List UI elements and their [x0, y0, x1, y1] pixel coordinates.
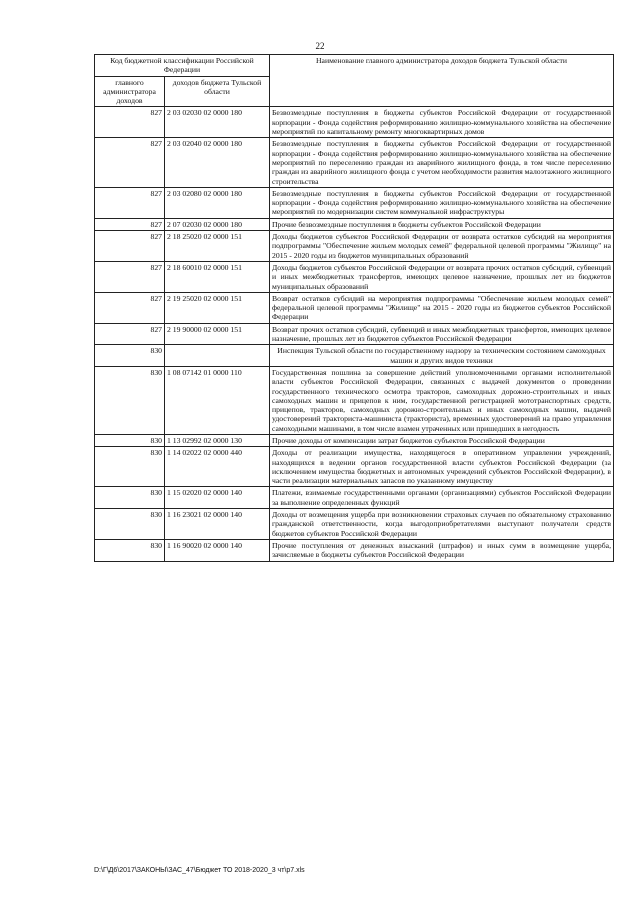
- table-row: [95, 434, 614, 446]
- admin-code-cell: 830: [95, 434, 165, 446]
- income-name-cell: Платежи, взимаемые государственными органами (организациями) субъектов Российской Федерации за выполнение определенных функций: [270, 487, 614, 509]
- income-name-cell: Прочие поступления от денежных взысканий (штрафов) и иных сумм в возмещение ущерба, зачисляемые в бюджеты субъектов Российской Федерации: [270, 539, 614, 561]
- table-row: [95, 487, 614, 509]
- table-row: [95, 323, 614, 345]
- department-row: [95, 345, 614, 367]
- income-name-cell: Прочие безвозмездные поступления в бюджеты субъектов Российской Федерации: [270, 218, 614, 230]
- empty-code-cell: [165, 345, 270, 367]
- income-code-cell: 2 03 02040 02 0000 180: [165, 138, 270, 187]
- table-row: [95, 366, 614, 434]
- admin-code-cell: 827: [95, 323, 165, 345]
- income-code-cell: 2 18 25020 02 0000 151: [165, 231, 270, 262]
- admin-code-cell: 827: [95, 187, 165, 218]
- page-number: 22: [315, 41, 325, 51]
- income-code-cell: 2 03 02080 02 0000 180: [165, 187, 270, 218]
- income-name-cell: Государственная пошлина за совершение действий уполномоченными органами исполнительной власти субъектов Российской Федерации, связанных с выдачей документов о проведении государственного технического осмотра тракторов, самоходных дорожно-строительных и иных самоходных машин и прицепов к ним, государственной регистрацией мототранспортных средств, прицепов, тракторов, самоходных дорожно-строительных и иных самоходных машин, выдачей удостоверений тракториста-машиниста (тракториста), временных удостоверений на право управления самоходными машинами, в том числе взамен утраченных или пришедших в негодность: [270, 366, 614, 434]
- table-row: [95, 107, 614, 138]
- income-name-cell: Возврат остатков субсидий на мероприятия подпрограммы "Обеспечение жильем молодых семей" федеральной целевой программы "Жилище" на 2015 - 2020 годы из бюджетов субъектов Российской Федерации: [270, 292, 614, 323]
- table-row: [95, 187, 614, 218]
- income-name-cell: Доходы от возмещения ущерба при возникновении страховых случаев по обязательному страхованию гражданской ответственности, когда выгодоприобретателями выступают получатели средств бюджетов субъектов Российской Федерации: [270, 509, 614, 540]
- admin-code-cell: 827: [95, 218, 165, 230]
- admin-code-cell: 827: [95, 107, 165, 138]
- table-header-row: [95, 55, 614, 77]
- name-column-header: Наименование главного администратора доходов бюджета Тульской области: [270, 55, 614, 107]
- file-path-footer: D:\Г\Д6\2017\ЗАКОНЫ\ЗАС_47\Бюджет ТО 2018-2020_3 чт\р7.xls: [94, 867, 305, 874]
- income-code-cell: 2 19 25020 02 0000 151: [165, 292, 270, 323]
- income-name-cell: Доходы бюджетов субъектов Российской Федерации от возврата прочих остатков субсидий, субвенций и иных межбюджетных трансфертов, имеющих целевое назначение, прошлых лет из бюджетов муниципальных образований: [270, 261, 614, 292]
- income-name-cell: Прочие доходы от компенсации затрат бюджетов субъектов Российской Федерации: [270, 434, 614, 446]
- income-name-cell: Безвозмездные поступления в бюджеты субъектов Российской Федерации от государственной корпорации - Фонда содействия реформированию жилищно-коммунального хозяйства на обеспечение мероприятий по капитальному ремонту многоквартирных домов: [270, 107, 614, 138]
- admin-code-cell: 830: [95, 447, 165, 487]
- table-row: [95, 292, 614, 323]
- table-row: [95, 138, 614, 187]
- table-row: [95, 539, 614, 561]
- admin-code-cell: 830: [95, 487, 165, 509]
- income-column-header: доходов бюджета Тульской области: [165, 76, 270, 107]
- income-code-cell: 2 07 02030 02 0000 180: [165, 218, 270, 230]
- income-code-cell: 1 14 02022 02 0000 440: [165, 447, 270, 487]
- admin-code-cell: 830: [95, 366, 165, 434]
- admin-code-cell: 827: [95, 292, 165, 323]
- admin-code-cell: 827: [95, 231, 165, 262]
- table-row: [95, 261, 614, 292]
- admin-code-cell: 827: [95, 138, 165, 187]
- income-name-cell: Безвозмездные поступления в бюджеты субъектов Российской Федерации от государственной корпорации - Фонда содействия реформированию жилищно-коммунального хозяйства на обеспечение мероприятий по переселению граждан из аварийного жилищного фонда, в том числе переселению граждан из аварийного жилищного фонда с учетом необходимости развития малоэтажного жилищного строительства: [270, 138, 614, 187]
- income-code-cell: 1 08 07142 01 0000 110: [165, 366, 270, 434]
- table-row: [95, 447, 614, 487]
- income-name-cell: Возврат прочих остатков субсидий, субвенций и иных межбюджетных трансфертов, имеющих целевое назначение, прошлых лет из бюджетов субъектов Российской Федерации: [270, 323, 614, 345]
- income-code-cell: 2 03 02030 02 0000 180: [165, 107, 270, 138]
- income-code-cell: 1 15 02020 02 0000 140: [165, 487, 270, 509]
- income-code-cell: 1 16 90020 02 0000 140: [165, 539, 270, 561]
- table-row: [95, 509, 614, 540]
- admin-code-cell: 830: [95, 345, 165, 367]
- income-name-cell: Доходы от реализации имущества, находящегося в оперативном управлении учреждений, находящихся в ведении органов государственной власти субъектов Российской Федерации (за исключением имущества бюджетных и автономных учреждений субъектов Российской Федерации), в части реализации материальных запасов по указанному имуществу: [270, 447, 614, 487]
- income-code-cell: 1 13 02992 02 0000 130: [165, 434, 270, 446]
- income-code-cell: 1 16 23021 02 0000 140: [165, 509, 270, 540]
- table-row: [95, 231, 614, 262]
- admin-column-header: главного администратора доходов: [95, 76, 165, 107]
- income-name-cell: Безвозмездные поступления в бюджеты субъектов Российской Федерации от государственной корпорации - Фонда содействия реформированию жилищно-коммунального хозяйства на обеспечение мероприятий по модернизации систем коммунальной инфраструктуры: [270, 187, 614, 218]
- admin-code-cell: 827: [95, 261, 165, 292]
- income-admin-table: [94, 54, 614, 562]
- income-name-cell: Доходы бюджетов субъектов Российской Федерации от возврата остатков субсидий на мероприятия подпрограммы "Обеспечение жильем молодых семей" федеральной целевой программы "Жилище" на 2015 - 2020 годы из бюджетов муниципальных образований: [270, 231, 614, 262]
- income-code-cell: 2 18 60010 02 0000 151: [165, 261, 270, 292]
- code-group-header: Код бюджетной классификации Российской Федерации: [95, 55, 270, 77]
- admin-code-cell: 830: [95, 509, 165, 540]
- income-code-cell: 2 19 90000 02 0000 151: [165, 323, 270, 345]
- admin-code-cell: 830: [95, 539, 165, 561]
- table-row: [95, 218, 614, 230]
- department-title: Инспекция Тульской области по государственному надзору за техническим состоянием самоходных машин и других видов техники: [270, 345, 614, 367]
